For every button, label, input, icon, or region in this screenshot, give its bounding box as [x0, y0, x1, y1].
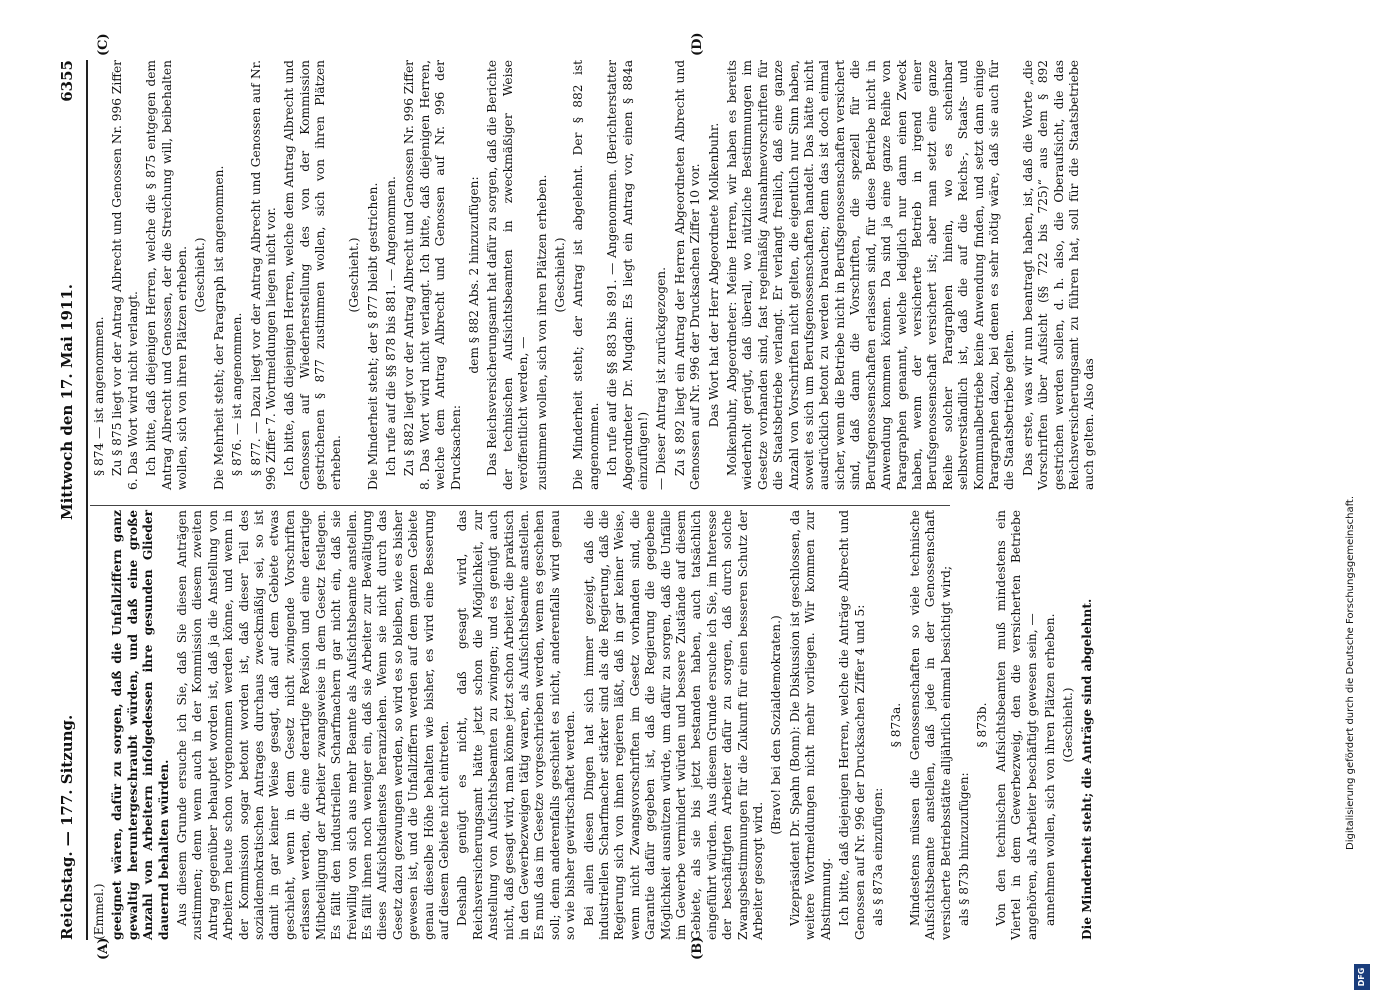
- paragraph: als § 873a einzufügen:: [870, 787, 885, 926]
- paragraph: — Dieser Antrag ist zurückgezogen.: [654, 266, 669, 490]
- header-session: Reichstag. — 177. Sitzung.: [58, 714, 76, 940]
- paragraph: als § 873b hinzuzufügen:: [956, 772, 971, 926]
- paragraph: Von den technischen Aufsichtsbeamten muß mindestens ein Viertel in dem Gewerbezweig, den die versicherten Betriebe angehören, als Arbeiter beschäftigt gewesen sein, —: [993, 510, 1039, 940]
- paragraph: Vizepräsident Dr. Spahn (Bonn): Die Diskussion ist geschlossen, da weitere Wortmeldungen nicht mehr vorliegen. Wir kommen zur Abstimmung.: [787, 510, 833, 940]
- paragraph: Die Minderheit steht; der § 877 bleibt gestrichen.: [365, 182, 380, 490]
- paragraph: § 874 — ist angenommen.: [92, 316, 106, 476]
- paragraph: Zu § 892 liegt ein Antrag der Herren Abgeordneten Albrecht und Genossen auf Nr. 996 der Drucksachen Ziffer 10 vor.: [672, 60, 703, 490]
- header-rule: [86, 60, 88, 940]
- section-heading: § 873a.: [889, 702, 904, 748]
- paragraph: Ich bitte, daß diejenigen Herren, welche die § 875 entgegen dem Antrag Albrecht und Genossen, der die Streichung will, beibehalten wollen, sich von ihren Plätzen erheben.: [144, 60, 190, 490]
- paragraph: Deshalb genügt es nicht, daß gesagt wird, das Reichsversicherungsamt hätte jetzt schon die Möglichkeit, zur Anstellung von Aufsichtsbeamten zu zwingen; und es genügt auch nicht, daß gesagt wird, man könne jetzt schon Arbeiter, die praktisch in den Gewerbezweigen tätig waren, als Aufsichtsbeamte anstellen. Es muß das im Gesetze vorgeschrieben werden, wenn es geschehen soll; denn anderenfalls geschieht es nicht, anderenfalls wird genau so wie bisher gewirtschaftet werden.: [455, 510, 578, 940]
- paragraph: zustimmen wollen, sich von ihren Plätzen erheben.: [534, 174, 549, 490]
- dfg-logo: DFG: [1354, 964, 1370, 990]
- margin-marker-c: (C): [96, 33, 111, 56]
- stage-direction: (Geschieht.): [552, 237, 567, 313]
- paragraph: § 876. — ist angenommen.: [230, 312, 245, 476]
- margin-marker-a: (A): [96, 937, 111, 960]
- paragraph: Aus diesem Grunde ersuche ich Sie, daß Sie diesen Anträgen zustimmen; denn wenn auch in der Kommission diesem zweiten Antrag gegenüber behauptet worden ist, daß ja die Anstellung von Arbeitern heute schon vorgenommen werden könne, und wenn in der Kommission sogar betont worden ist, daß dieser Teil des sozialdemokratischen Antrages durchaus zweckmäßig sei, so ist damit in gar keiner Weise gesagt, daß auf dem Gebiete etwas geschieht, wenn in dem Gesetz nicht zwingende Vorschriften erlassen werden, die eine derartige Revision und eine derartige Mitbeteiligung der Arbeiter zwangsweise in dem Gesetz festlegen. Es fällt den industriellen Scharfmachern gar nicht ein, daß sie freiwillig von sich aus mehr Beamte als Aufsichtsbeamte anstellen. Es fällt ihnen noch weniger ein, daß sie Arbeiter zur Bewältigung dieses Aufsichtsdienstes heranziehen. Wenn sie nicht durch das Gesetz dazu gezwungen werden, so wird es so bleiben, wie es bisher gewesen ist, und die Unfallziffern werden auf dem ganzen Gebiete genau dieselbe Höhe behalten wie bisher, es wird eine Besserung auf diesem Gebiete nicht eintreten.: [175, 510, 451, 940]
- paragraph: annehmen wollen, sich von ihren Plätzen erheben.: [1042, 613, 1057, 926]
- speech-paragraph: Das erste, was wir nun beantragt haben, ist, daß die Worte „die Vorschriften über Aufsicht (§§ 722 bis 725)“ aus dem § 892 gestrichen werden sollen, d. h. also, die Oberaufsicht, die das Reichsversicherungsamt zu führen hat, soll für die Staatsbetriebe auch gelten. Also das: [1020, 60, 1097, 490]
- paragraph: Die Minderheit steht; die Anträge sind abgelehnt.: [1079, 598, 1094, 940]
- margin-marker-d: (D): [690, 32, 705, 56]
- speech-paragraph: Molkenbuhr, Abgeordneter: Meine Herren, wir haben es bereits wiederholt gerügt, daß überall, wo nützliche Bestimmungen im Gesetze vorhanden sind, fast regelmäßig Ausnahmevorschriften für die Staatsbetriebe verlangt. Er verlangt freilich, daß eine ganze Anzahl von Vorschriften nicht gelten, die eigentlich nur Sinn haben, soweit es sich um Berufsgenossenschaften handelt. Das hätte nicht ausdrücklich betont zu werden brauchen; denn das ist doch einmal sicher, wenn die Betriebe nicht in Berufsgenossenschaften versichert sind, daß dann die Vorschriften, die speziell für die Berufsgenossenschaften erlassen sind, für diese Betriebe nicht in Anwendung kommen können. Da sind ja eine ganze Reihe von Paragraphen genannt, welche lediglich nur dann einen Zweck haben, wenn der versicherte Betrieb in irgend einer Berufsgenossenschaft versichert ist; aber man setzt eine ganze Reihe solcher Paragraphen hinein, wo es scheinbar selbstverständlich ist, daß die auf die Reichs-, Staats- und Kommunalbetriebe keine Anwendung finden, und setzt dann einige Paragraphen dazu, bei denen es sehr nötig wäre, daß sie auch für die Staatsbetriebe gelten.: [725, 60, 1017, 490]
- stage-direction: (Geschieht.): [193, 237, 208, 313]
- paragraph: Das Reichsversicherungsamt hat dafür zu sorgen, daß die Berichte der technischen Aufsichtsbeamten in zweckmäßiger Weise veröffentlicht werden, —: [485, 60, 531, 490]
- paragraph: Das Wort hat der Herr Abgeordnete Molkenbuhr.: [706, 122, 721, 428]
- paragraph: Ich rufe auf die §§ 878 bis 881. — Angenommen.: [383, 176, 398, 476]
- stage-direction: (Geschieht.): [347, 237, 362, 313]
- speaker-tag: (Emmel.): [92, 883, 106, 940]
- applause-note: (Bravo! bei den Sozialdemokraten.): [769, 615, 784, 835]
- header-date: Mittwoch den 17. Mai 1911.: [58, 283, 76, 520]
- paragraph: Mindestens müssen die Genossenschaften so viele technische Aufsichtsbeamte anstellen, daß jede in der Genossenschaft versicherte Betriebsstätte alljährlich einmal besichtigt wird;: [907, 510, 953, 940]
- paragraph: Ich bitte, daß diejenigen Herren, welche die Anträge Albrecht und Genossen auf Nr. 996 der Drucksachen Ziffer 4 und 5:: [837, 510, 867, 940]
- right-column: [92, 60, 1101, 490]
- paragraph: Bei allen diesen Dingen hat sich immer gezeigt, daß die industriellen Scharfmacher stärker sind als die Regierung, daß die Regierung sich von ihnen regieren läßt, daß in gar keiner Weise, wenn nicht Zwangsvorschriften im Gesetz vorhanden sind, die Garantie dafür gegeben ist, daß die Regierung die gegebene Möglichkeit ausnützen würde, um dafür zu sorgen, daß die Unfälle im Gewerbe vermindert würden und bessere Zustände auf diesem Gebiete, als sie bis jetzt bestanden haben, auch tatsächlich eingeführt würden. Aus diesem Grunde ersuche ich Sie, im Interesse der beschäftigten Arbeiter dafür zu sorgen, daß durch solche Zwangsbestimmungen für die Zukunft für einen besseren Schutz der Arbeiter gesorgt wird.: [581, 510, 766, 940]
- column-divider: [90, 505, 950, 506]
- paragraph: Die Mehrheit steht; der Paragraph ist angenommen.: [211, 165, 226, 490]
- digitization-note: Digitalisierung gefördert durch die Deutsche Forschungsgemeinschaft.: [1345, 495, 1356, 850]
- paragraph: § 877. — Dazu liegt vor der Antrag Albrecht und Genossen auf Nr. 996 Ziffer 7. Wortmeldungen liegen nicht vor.: [248, 60, 279, 490]
- section-heading: § 873b.: [975, 702, 990, 748]
- page-header: [58, 60, 82, 940]
- paragraph: Zu § 875 liegt vor der Antrag Albrecht und Genossen Nr. 996 Ziffer 6. Das Wort wird nicht verlangt.: [110, 60, 140, 490]
- paragraph: Zu § 882 liegt vor der Antrag Albrecht und Genossen Nr. 996 Ziffer 8. Das Wort wird nicht verlangt. Ich bitte, daß diejenigen Herren, welche dem Antrag Albrecht und Genossen auf Nr. 996 der Drucksachen:: [402, 60, 463, 490]
- left-column: [92, 510, 1098, 940]
- page-number: 6355: [58, 60, 76, 102]
- paragraph: Ich rufe auf die §§ 883 bis 891. — Angenommen. (Berichterstatter Abgeordneter Dr. Mugdan: Es liegt ein Antrag vor, einen § 884a einzufügen!): [605, 60, 650, 490]
- paragraph: geeignet wären, dafür zu sorgen, daß die Unfallziffern ganz gewaltig heruntergeschraubt würden, und daß eine große Anzahl von Arbeitern infolgedessen ihre gesunden Glieder dauernd behalten würden.: [110, 510, 171, 940]
- paragraph: dem § 882 Abs. 2 hinzuzufügen:: [466, 176, 481, 374]
- paragraph: Die Minderheit steht; der Antrag ist abgelehnt. Der § 882 ist angenommen.: [571, 60, 601, 490]
- stage-direction: (Geschieht.): [1061, 687, 1076, 763]
- margin-marker-b: (B): [690, 936, 705, 960]
- paragraph: Ich bitte, daß diejenigen Herren, welche dem Antrag Albrecht und Genossen auf Wiederherstellung des von der Kommission gestrichenen § 877 zustimmen wollen, sich von ihren Plätzen erheben.: [282, 60, 343, 490]
